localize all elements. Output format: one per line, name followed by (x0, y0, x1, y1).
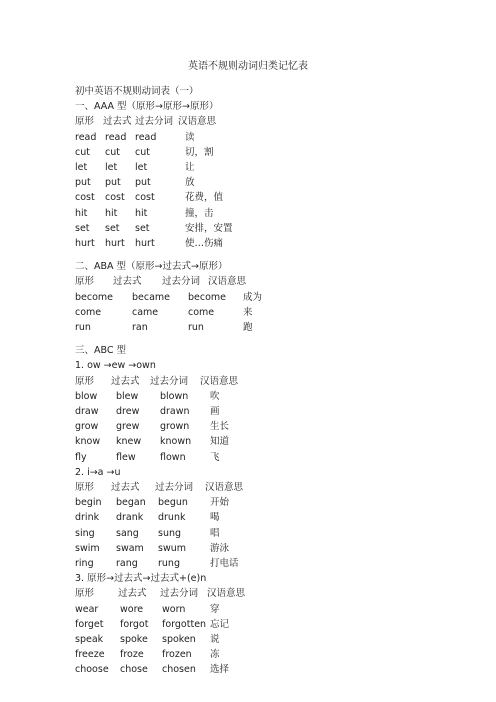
base-form: hit (75, 207, 88, 219)
past-participle: hit (135, 207, 148, 219)
past-tense: cut (105, 146, 120, 158)
group-label-text: 3. 原形→过去式→过去式+(e)n (75, 573, 207, 585)
base-form: sing (75, 527, 95, 539)
past-participle: 过去分词 (162, 276, 201, 288)
base-form: let (75, 162, 88, 173)
meaning: 忘记 (210, 618, 230, 630)
meaning: 知道 (210, 436, 230, 448)
past-tense: chose (120, 664, 148, 676)
base-form: cut (75, 146, 90, 158)
page-title: 英语不规则动词归类记忆表 (188, 61, 308, 72)
past-tense: knew (116, 436, 142, 448)
meaning: 跑 (243, 322, 253, 333)
base-form: become (75, 291, 114, 303)
past-tense: flew (116, 451, 136, 463)
meaning: 画 (210, 406, 220, 417)
past-participle: spoken (162, 634, 196, 645)
meaning: 选择 (210, 664, 230, 676)
base-form: draw (75, 406, 99, 417)
past-participle: cost (135, 192, 155, 204)
past-participle: worn (162, 603, 186, 615)
meaning: 读 (185, 131, 195, 143)
meaning: 飞 (210, 451, 220, 463)
past-tense: sang (116, 527, 139, 539)
meaning: 喝 (210, 512, 220, 524)
past-participle: chosen (162, 664, 196, 676)
base-form: speak (75, 634, 104, 645)
meaning: 冻 (210, 649, 220, 661)
past-participle: drawn (160, 406, 190, 417)
past-tense: 过去式 (111, 482, 140, 493)
past-tense: 过去式 (103, 116, 132, 128)
past-tense: set (105, 222, 120, 234)
past-participle: sung (158, 527, 182, 539)
past-tense: let (105, 162, 118, 173)
past-tense: 过去式 (111, 375, 140, 387)
past-participle: 过去分词 (135, 116, 174, 128)
subtitle-text: 初中英语不规则动词表（一） (75, 86, 199, 97)
meaning: 开始 (210, 497, 230, 509)
group-label-text: 2. i→a →u (75, 466, 121, 478)
past-participle: drunk (158, 512, 186, 524)
past-tense: wore (120, 603, 144, 615)
past-participle: grown (160, 421, 190, 433)
base-form: fly (75, 451, 87, 463)
base-form: 原形 (75, 588, 95, 600)
base-form: come (75, 306, 102, 318)
base-form: choose (75, 664, 109, 676)
past-tense: put (105, 177, 121, 189)
past-tense: became (132, 291, 171, 303)
past-tense: froze (120, 649, 144, 661)
base-form: drink (75, 512, 100, 524)
base-form: freeze (75, 649, 105, 661)
past-tense: 过去式 (113, 276, 142, 288)
past-tense: cost (105, 192, 125, 204)
past-participle: run (188, 322, 204, 333)
past-tense: began (116, 497, 146, 509)
past-tense: came (132, 306, 159, 318)
meaning: 汉语意思 (178, 116, 217, 128)
meaning: 汉语意思 (205, 482, 244, 493)
group-label-text: 1. ow →ew →own (75, 360, 156, 372)
past-tense: hit (105, 207, 118, 219)
past-participle: swum (158, 542, 186, 554)
past-participle: 过去分词 (160, 588, 199, 600)
base-form: read (75, 131, 97, 143)
meaning: 放 (185, 177, 195, 189)
past-participle: read (135, 131, 157, 143)
base-form: forget (75, 618, 104, 630)
past-tense: read (105, 131, 127, 143)
meaning: 撞，击 (185, 207, 214, 219)
past-tense: hurt (105, 238, 125, 249)
past-tense: ran (132, 322, 148, 333)
past-participle: forgotten (162, 618, 207, 630)
past-participle: cut (135, 146, 150, 158)
base-form: begin (75, 497, 102, 509)
base-form: grow (75, 421, 99, 433)
past-participle: set (135, 222, 150, 234)
past-participle: 过去分词 (155, 482, 194, 493)
past-participle: begun (158, 497, 188, 509)
section-heading-abc-text: 三、ABC 型 (75, 345, 127, 357)
meaning: 吹 (210, 390, 220, 402)
past-participle: known (160, 436, 192, 448)
meaning: 汉语意思 (200, 375, 239, 387)
base-form: 原形 (75, 482, 95, 493)
past-tense: 过去式 (118, 588, 147, 600)
meaning: 安排，安置 (185, 222, 233, 234)
base-form: cost (75, 192, 95, 204)
base-form: ring (75, 558, 94, 569)
meaning: 打电话 (210, 558, 239, 569)
past-tense: drank (116, 512, 144, 524)
past-participle: become (188, 291, 227, 303)
past-participle: blown (160, 390, 189, 402)
base-form: set (75, 222, 90, 234)
past-participle: flown (160, 451, 186, 463)
base-form: swim (75, 542, 100, 554)
meaning: 使…伤痛 (185, 238, 224, 249)
meaning: 来 (243, 306, 253, 318)
base-form: know (75, 436, 101, 448)
meaning: 汉语意思 (207, 588, 246, 600)
past-participle: hurt (135, 238, 155, 249)
meaning: 生长 (210, 421, 230, 433)
base-form: 原形 (75, 276, 95, 288)
meaning: 花费，值 (185, 192, 224, 204)
base-form: hurt (75, 238, 95, 249)
base-form: 原形 (75, 375, 95, 387)
past-participle: let (135, 162, 148, 173)
past-tense: rang (116, 558, 138, 569)
past-tense: swam (116, 542, 144, 554)
meaning: 切，割 (185, 146, 214, 158)
past-tense: drew (116, 406, 140, 417)
past-participle: rung (158, 558, 180, 569)
base-form: run (75, 322, 91, 333)
past-tense: spoke (120, 634, 148, 645)
past-tense: blew (116, 390, 139, 402)
base-form: put (75, 177, 91, 189)
meaning: 唱 (210, 527, 220, 539)
meaning: 成为 (243, 291, 263, 303)
past-tense: grew (116, 421, 140, 433)
meaning: 游泳 (210, 542, 230, 554)
past-participle: 过去分词 (150, 375, 189, 387)
base-form: blow (75, 390, 98, 402)
past-participle: come (188, 306, 215, 318)
past-participle: put (135, 177, 151, 189)
base-form: wear (75, 603, 99, 615)
section-heading-aaa-text: 一、AAA 型（原形→原形→原形） (75, 101, 219, 113)
past-tense: forgot (120, 618, 149, 630)
section-heading-aba-text: 二、ABA 型（原形→过去式→原形） (75, 261, 228, 273)
past-participle: frozen (162, 649, 192, 661)
base-form: 原形 (75, 116, 95, 128)
meaning: 让 (185, 162, 195, 173)
meaning: 汉语意思 (208, 276, 247, 288)
meaning: 说 (210, 634, 220, 645)
meaning: 穿 (210, 603, 220, 615)
